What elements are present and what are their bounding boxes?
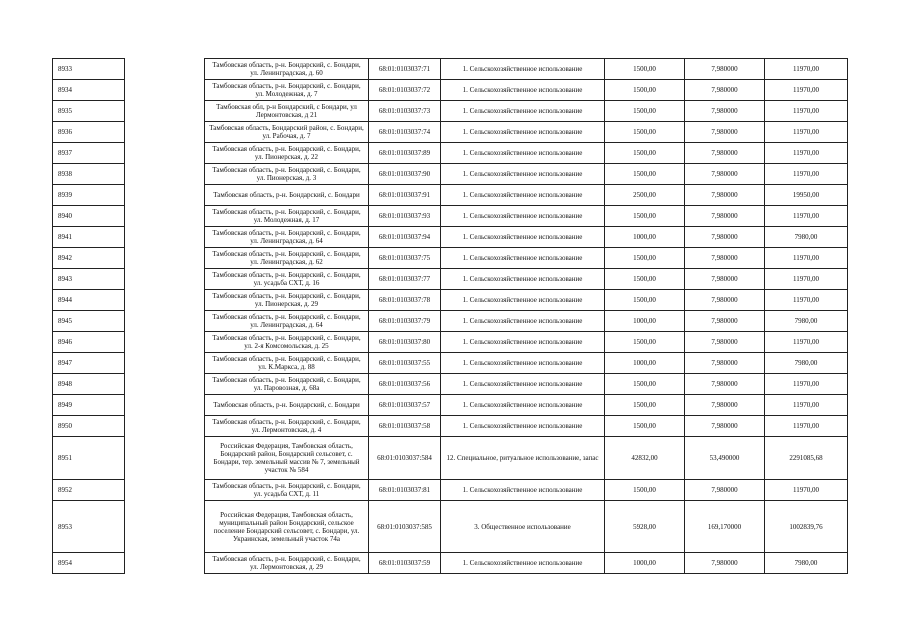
cell-num: 8938 — [53, 164, 125, 185]
table-row — [53, 395, 848, 416]
cell-use: 1. Сельскохозяйственное использование — [441, 59, 605, 80]
cell-num: 8937 — [53, 143, 125, 164]
cell-value: 7980,00 — [765, 353, 848, 374]
cell-addr: Тамбовская область, р-н. Бондарский, с. Бондари, ул. Пионерская, д. 22 — [205, 143, 369, 164]
cell-addr: Тамбовская обл, р-н Бондарский, с Бондари, ул Лермонтовская, д 21 — [205, 101, 369, 122]
cell-value: 11970,00 — [765, 269, 848, 290]
cell-value: 11970,00 — [765, 80, 848, 101]
cell-value: 11970,00 — [765, 395, 848, 416]
cell-use: 1. Сельскохозяйственное использование — [441, 185, 605, 206]
cell-area: 1000,00 — [605, 311, 685, 332]
cell-area: 1500,00 — [605, 122, 685, 143]
cell-num: 8945 — [53, 311, 125, 332]
cell-rate: 7,980000 — [685, 122, 765, 143]
cell-rate: 7,980000 — [685, 80, 765, 101]
cell-cad: 68:01:0103037:585 — [369, 501, 441, 553]
cell-use: 1. Сельскохозяйственное использование — [441, 480, 605, 501]
cell-rate: 7,980000 — [685, 290, 765, 311]
cell-value: 2291085,68 — [765, 437, 848, 480]
cell-addr: Тамбовская область, р-н. Бондарский, с. Бондари — [205, 185, 369, 206]
cell-addr: Тамбовская область, р-н. Бондарский, с. Бондари, ул. Ленинградская, д. 60 — [205, 59, 369, 80]
cell-addr: Тамбовская область, р-н. Бондарский, с. Бондари, ул. Лермонтовская, д. 4 — [205, 416, 369, 437]
cell-area: 1500,00 — [605, 290, 685, 311]
cell-area: 1500,00 — [605, 164, 685, 185]
spacer-cell — [125, 80, 205, 101]
cell-num: 8946 — [53, 332, 125, 353]
cell-num: 8936 — [53, 122, 125, 143]
cell-num: 8953 — [53, 501, 125, 553]
table-row — [53, 80, 848, 101]
cell-use: 1. Сельскохозяйственное использование — [441, 332, 605, 353]
cell-value: 7980,00 — [765, 553, 848, 574]
cell-use: 1. Сельскохозяйственное использование — [441, 311, 605, 332]
cell-use: 1. Сельскохозяйственное использование — [441, 374, 605, 395]
cell-rate: 7,980000 — [685, 185, 765, 206]
cell-area: 1500,00 — [605, 269, 685, 290]
cell-rate: 7,980000 — [685, 416, 765, 437]
cell-cad: 68:01:0103037:59 — [369, 553, 441, 574]
cell-cad: 68:01:0103037:79 — [369, 311, 441, 332]
cell-value: 11970,00 — [765, 59, 848, 80]
cell-addr: Тамбовская область, р-н. Бондарский, с. Бондари, ул. усадьба СХТ, д. 11 — [205, 480, 369, 501]
cell-use: 1. Сельскохозяйственное использование — [441, 416, 605, 437]
spacer-cell — [125, 374, 205, 395]
spacer-cell — [125, 501, 205, 553]
cell-addr: Тамбовская область, р-н. Бондарский, с. Бондари, ул. Пионерская, д. 3 — [205, 164, 369, 185]
table-row — [53, 480, 848, 501]
cell-cad: 68:01:0103037:72 — [369, 80, 441, 101]
table-row — [53, 59, 848, 80]
cell-value: 11970,00 — [765, 101, 848, 122]
cell-num: 8948 — [53, 374, 125, 395]
spacer-cell — [125, 353, 205, 374]
cell-num: 8939 — [53, 185, 125, 206]
cell-use: 1. Сельскохозяйственное использование — [441, 101, 605, 122]
table-row — [53, 332, 848, 353]
table-row — [53, 248, 848, 269]
cell-rate: 7,980000 — [685, 248, 765, 269]
cell-addr: Тамбовская область, р-н. Бондарский, с. Бондари, ул. Молодежная, д. 17 — [205, 206, 369, 227]
cell-cad: 68:01:0103037:77 — [369, 269, 441, 290]
cell-area: 1000,00 — [605, 227, 685, 248]
cell-addr: Тамбовская область, р-н. Бондарский, с. Бондари, ул. Ленинградская, д. 64 — [205, 311, 369, 332]
cell-num: 8941 — [53, 227, 125, 248]
cell-area: 1500,00 — [605, 80, 685, 101]
spacer-cell — [125, 311, 205, 332]
table-row — [53, 416, 848, 437]
cell-cad: 68:01:0103037:75 — [369, 248, 441, 269]
spacer-cell — [125, 248, 205, 269]
cell-value: 11970,00 — [765, 290, 848, 311]
cell-cad: 68:01:0103037:78 — [369, 290, 441, 311]
table-row — [53, 311, 848, 332]
cell-cad: 68:01:0103037:81 — [369, 480, 441, 501]
cell-addr: Тамбовская область, р-н. Бондарский, с. Бондари, ул. усадьба СХТ, д. 16 — [205, 269, 369, 290]
cell-cad: 68:01:0103037:90 — [369, 164, 441, 185]
cell-rate: 7,980000 — [685, 353, 765, 374]
cell-value: 11970,00 — [765, 206, 848, 227]
spacer-cell — [125, 437, 205, 480]
cell-use: 1. Сельскохозяйственное использование — [441, 353, 605, 374]
cell-addr: Российская Федерация, Тамбовская область, муниципальный район Бондарский, сельское поселение Бондарский сельсовет, с. Бондари, ул. Украинская, земельный участок 74а — [205, 501, 369, 553]
cell-use: 1. Сельскохозяйственное использование — [441, 269, 605, 290]
spacer-cell — [125, 290, 205, 311]
cell-num: 8942 — [53, 248, 125, 269]
table-row — [53, 374, 848, 395]
spacer-cell — [125, 143, 205, 164]
cell-use: 3. Общественное использование — [441, 501, 605, 553]
table-row — [53, 227, 848, 248]
cell-area: 1500,00 — [605, 416, 685, 437]
cell-use: 1. Сельскохозяйственное использование — [441, 248, 605, 269]
cell-rate: 7,980000 — [685, 101, 765, 122]
cell-area: 1000,00 — [605, 353, 685, 374]
cell-value: 7980,00 — [765, 311, 848, 332]
cell-cad: 68:01:0103037:94 — [369, 227, 441, 248]
cell-rate: 7,980000 — [685, 269, 765, 290]
table-row — [53, 437, 848, 480]
cell-rate: 7,980000 — [685, 332, 765, 353]
cell-addr: Тамбовская область, р-н. Бондарский, с. Бондари — [205, 395, 369, 416]
cell-addr: Тамбовская область, р-н. Бондарский, с. Бондари, ул. Пионерская, д. 29 — [205, 290, 369, 311]
cell-num: 8952 — [53, 480, 125, 501]
cell-num: 8954 — [53, 553, 125, 574]
cell-use: 1. Сельскохозяйственное использование — [441, 290, 605, 311]
cell-num: 8935 — [53, 101, 125, 122]
cell-rate: 7,980000 — [685, 164, 765, 185]
cell-area: 1500,00 — [605, 480, 685, 501]
cell-addr: Тамбовская область, р-н. Бондарский, с. Бондари, ул. Молодежная, д. 7 — [205, 80, 369, 101]
cell-cad: 68:01:0103037:74 — [369, 122, 441, 143]
cell-rate: 7,980000 — [685, 553, 765, 574]
spacer-cell — [125, 59, 205, 80]
table-row — [53, 353, 848, 374]
cell-cad: 68:01:0103037:584 — [369, 437, 441, 480]
cell-use: 1. Сельскохозяйственное использование — [441, 143, 605, 164]
cell-value: 19950,00 — [765, 185, 848, 206]
cell-rate: 7,980000 — [685, 143, 765, 164]
table-row — [53, 185, 848, 206]
spacer-cell — [125, 480, 205, 501]
cell-addr: Российская Федерация, Тамбовская область, Бондарский район, Бондарский сельсовет, с. Бондари, тер. земельный массив № 7, земельный участок № 584 — [205, 437, 369, 480]
cell-rate: 7,980000 — [685, 311, 765, 332]
cell-use: 12. Специальное, ритуальное использование, запас — [441, 437, 605, 480]
cell-value: 11970,00 — [765, 143, 848, 164]
cell-area: 1500,00 — [605, 143, 685, 164]
cell-addr: Тамбовская область, р-н. Бондарский, с. Бондари, ул. Ленинградская, д. 62 — [205, 248, 369, 269]
cell-area: 1500,00 — [605, 248, 685, 269]
cadastral-value-table — [52, 58, 848, 574]
cell-cad: 68:01:0103037:55 — [369, 353, 441, 374]
cell-area: 1500,00 — [605, 59, 685, 80]
cell-addr: Тамбовская область, р-н. Бондарский, с. Бондари, ул. К.Маркса, д. 88 — [205, 353, 369, 374]
cell-value: 7980,00 — [765, 227, 848, 248]
cell-cad: 68:01:0103037:91 — [369, 185, 441, 206]
cell-cad: 68:01:0103037:93 — [369, 206, 441, 227]
spacer-cell — [125, 416, 205, 437]
cell-num: 8947 — [53, 353, 125, 374]
cell-rate: 7,980000 — [685, 227, 765, 248]
spacer-cell — [125, 395, 205, 416]
cell-area: 5928,00 — [605, 501, 685, 553]
cell-rate: 7,980000 — [685, 374, 765, 395]
cell-num: 8951 — [53, 437, 125, 480]
cell-cad: 68:01:0103037:73 — [369, 101, 441, 122]
cell-rate: 7,980000 — [685, 395, 765, 416]
cell-addr: Тамбовская область, р-н. Бондарский, с. Бондари, ул. Лермонтовская, д. 29 — [205, 553, 369, 574]
cell-value: 11970,00 — [765, 122, 848, 143]
cell-cad: 68:01:0103037:57 — [369, 395, 441, 416]
cell-area: 1500,00 — [605, 395, 685, 416]
table-row — [53, 553, 848, 574]
cell-value: 11970,00 — [765, 332, 848, 353]
spacer-cell — [125, 553, 205, 574]
cell-area: 1500,00 — [605, 332, 685, 353]
table-row — [53, 501, 848, 553]
cell-rate: 7,980000 — [685, 206, 765, 227]
cell-area: 2500,00 — [605, 185, 685, 206]
cell-cad: 68:01:0103037:58 — [369, 416, 441, 437]
cell-value: 11970,00 — [765, 480, 848, 501]
cell-num: 8943 — [53, 269, 125, 290]
spacer-cell — [125, 269, 205, 290]
cell-use: 1. Сельскохозяйственное использование — [441, 395, 605, 416]
cell-cad: 68:01:0103037:89 — [369, 143, 441, 164]
cell-use: 1. Сельскохозяйственное использование — [441, 206, 605, 227]
cell-value: 11970,00 — [765, 374, 848, 395]
spacer-cell — [125, 227, 205, 248]
cell-area: 1500,00 — [605, 206, 685, 227]
cell-value: 11970,00 — [765, 416, 848, 437]
cell-num: 8933 — [53, 59, 125, 80]
cell-addr: Тамбовская область, Бондарский район, с. Бондари, ул. Рабочая, д. 7 — [205, 122, 369, 143]
table-row — [53, 143, 848, 164]
document-page — [52, 58, 848, 574]
cell-use: 1. Сельскохозяйственное использование — [441, 80, 605, 101]
cell-rate: 169,170000 — [685, 501, 765, 553]
cell-area: 1000,00 — [605, 553, 685, 574]
cell-value: 11970,00 — [765, 164, 848, 185]
table-row — [53, 290, 848, 311]
cell-area: 1500,00 — [605, 101, 685, 122]
cell-cad: 68:01:0103037:71 — [369, 59, 441, 80]
cell-num: 8944 — [53, 290, 125, 311]
cell-rate: 53,490000 — [685, 437, 765, 480]
cell-addr: Тамбовская область, р-н. Бондарский, с. Бондари, ул. Ленинградская, д. 64 — [205, 227, 369, 248]
cell-use: 1. Сельскохозяйственное использование — [441, 122, 605, 143]
spacer-cell — [125, 185, 205, 206]
cell-use: 1. Сельскохозяйственное использование — [441, 553, 605, 574]
table-row — [53, 164, 848, 185]
cell-rate: 7,980000 — [685, 480, 765, 501]
spacer-cell — [125, 332, 205, 353]
cell-num: 8934 — [53, 80, 125, 101]
cell-value: 11970,00 — [765, 248, 848, 269]
cell-use: 1. Сельскохозяйственное использование — [441, 227, 605, 248]
table-body — [53, 59, 848, 574]
cell-cad: 68:01:0103037:80 — [369, 332, 441, 353]
spacer-cell — [125, 164, 205, 185]
cell-use: 1. Сельскохозяйственное использование — [441, 164, 605, 185]
cell-value: 1002839,76 — [765, 501, 848, 553]
cell-area: 42832,00 — [605, 437, 685, 480]
cell-area: 1500,00 — [605, 374, 685, 395]
cell-rate: 7,980000 — [685, 59, 765, 80]
table-row — [53, 101, 848, 122]
cell-addr: Тамбовская область, р-н. Бондарский, с. Бондари, ул. Паровозная, д. 68а — [205, 374, 369, 395]
cell-num: 8950 — [53, 416, 125, 437]
table-row — [53, 269, 848, 290]
spacer-cell — [125, 101, 205, 122]
spacer-cell — [125, 122, 205, 143]
cell-num: 8949 — [53, 395, 125, 416]
cell-addr: Тамбовская область, р-н. Бондарский, с. Бондари, ул. 2-я Комсомольская, д. 25 — [205, 332, 369, 353]
table-row — [53, 122, 848, 143]
cell-cad: 68:01:0103037:56 — [369, 374, 441, 395]
spacer-cell — [125, 206, 205, 227]
cell-num: 8940 — [53, 206, 125, 227]
table-row — [53, 206, 848, 227]
